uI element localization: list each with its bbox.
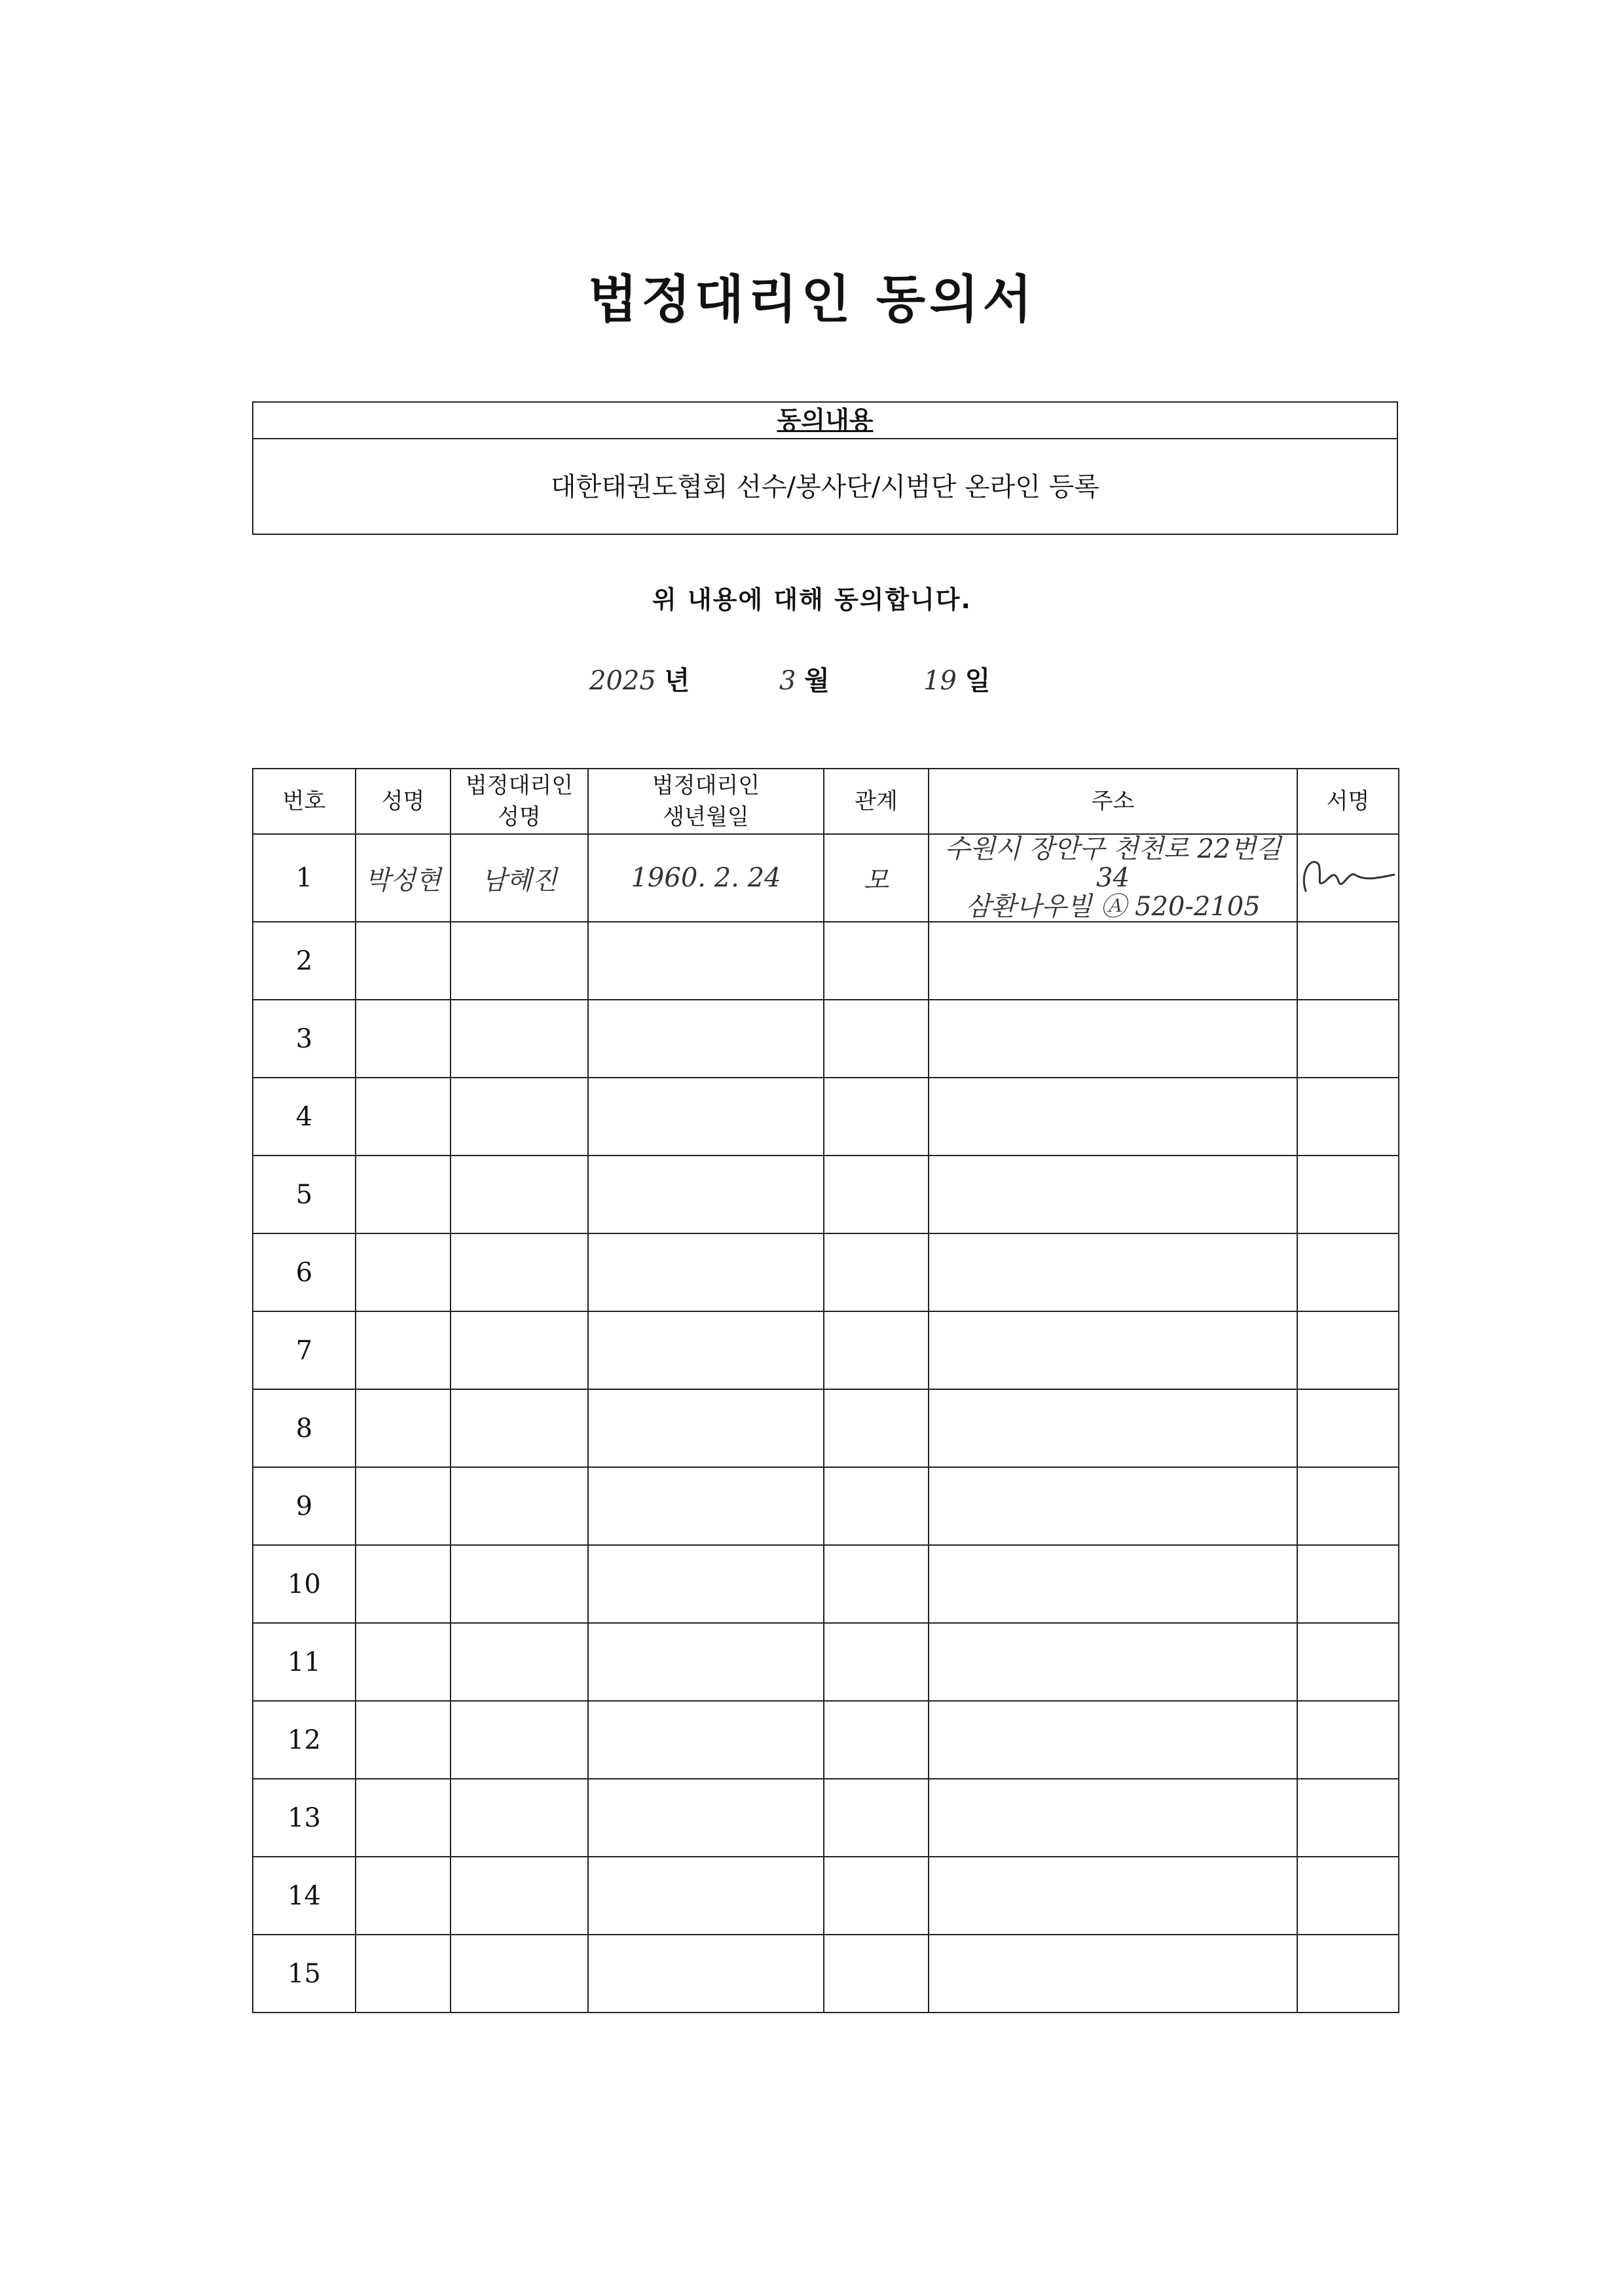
table-row [253, 1545, 1399, 1623]
row-address [929, 1467, 1297, 1545]
row-guardian-birth [588, 1467, 824, 1545]
row-guardian-birth [588, 1000, 824, 1078]
row-signature [1297, 834, 1399, 922]
row-signature [1297, 1545, 1399, 1623]
row-relation [824, 1623, 929, 1701]
row-signature [1297, 1311, 1399, 1389]
date-month-unit: 월 [804, 666, 830, 696]
row-name [356, 1545, 451, 1623]
row-relation [824, 1701, 929, 1779]
row-no: 5 [253, 1156, 356, 1233]
row-name [356, 1623, 451, 1701]
row-address [929, 922, 1297, 1000]
table-header-row [253, 769, 1399, 834]
row-guardian-name [451, 1233, 588, 1311]
row-address [929, 1000, 1297, 1078]
row-guardian-birth [588, 1078, 824, 1156]
row-guardian-name [451, 1311, 588, 1389]
row-guardian-birth [588, 1311, 824, 1389]
row-guardian-name [451, 1545, 588, 1623]
row-name: 박성현 [356, 834, 451, 922]
row-guardian-name [451, 922, 588, 1000]
row-guardian-birth [588, 1935, 824, 2013]
date-day-value: 19 [923, 666, 957, 696]
row-no: 11 [253, 1623, 356, 1701]
row-guardian-name [451, 1078, 588, 1156]
row-address-line1: 수원시 장안구 천천로 22번길 34 [944, 834, 1282, 893]
table-row [253, 1779, 1399, 1857]
row-no: 15 [253, 1935, 356, 2013]
row-relation [824, 1935, 929, 2013]
header-signature: 서명 [1297, 769, 1399, 834]
row-no: 4 [253, 1078, 356, 1156]
table-row [253, 834, 1399, 922]
row-name [356, 1156, 451, 1233]
header-guardian-birth-line2: 생년월일 [663, 804, 749, 830]
row-no: 3 [253, 1000, 356, 1078]
date-year-value: 2025 [589, 666, 656, 696]
date-year [589, 661, 690, 701]
row-guardian-birth [588, 1779, 824, 1857]
date-day [923, 661, 990, 701]
row-relation: 모 [824, 834, 929, 922]
row-relation [824, 1078, 929, 1156]
header-guardian-name-line1: 법정대리인 [465, 773, 574, 799]
table-row [253, 1701, 1399, 1779]
row-signature [1297, 1779, 1399, 1857]
guardian-roster-table [252, 768, 1399, 2013]
row-no: 8 [253, 1389, 356, 1467]
row-signature [1297, 1078, 1399, 1156]
row-address [929, 1233, 1297, 1311]
table-row [253, 1233, 1399, 1311]
row-name [356, 1000, 451, 1078]
row-address [929, 1078, 1297, 1156]
row-relation [824, 1779, 929, 1857]
row-relation [824, 1857, 929, 1935]
row-signature [1297, 1935, 1399, 2013]
consent-header [253, 403, 1397, 439]
table-row [253, 1467, 1399, 1545]
header-no: 번호 [253, 769, 356, 834]
row-relation [824, 1389, 929, 1467]
row-signature [1297, 1233, 1399, 1311]
agreement-statement: 위 내용에 대해 동의합니다. [652, 585, 972, 614]
row-guardian-name [451, 1467, 588, 1545]
table-row [253, 1389, 1399, 1467]
row-name [356, 1779, 451, 1857]
row-signature [1297, 1857, 1399, 1935]
row-signature [1297, 1623, 1399, 1701]
row-no: 12 [253, 1701, 356, 1779]
row-guardian-birth [588, 1857, 824, 1935]
row-name [356, 1701, 451, 1779]
row-address [929, 1623, 1297, 1701]
row-guardian-birth [588, 1233, 824, 1311]
row-guardian-birth [588, 922, 824, 1000]
row-relation [824, 1545, 929, 1623]
row-no: 1 [253, 834, 356, 922]
row-no: 14 [253, 1857, 356, 1935]
row-guardian-name [451, 1389, 588, 1467]
row-address [929, 1935, 1297, 2013]
table-row [253, 1935, 1399, 2013]
row-guardian-birth [588, 1156, 824, 1233]
row-guardian-birth [588, 1623, 824, 1701]
row-guardian-name [451, 1779, 588, 1857]
table-row [253, 1078, 1399, 1156]
row-guardian-birth [588, 1545, 824, 1623]
row-guardian-birth: 1960. 2. 24 [588, 834, 824, 922]
header-name: 성명 [356, 769, 451, 834]
table-row [253, 1311, 1399, 1389]
row-name [356, 1078, 451, 1156]
row-no: 10 [253, 1545, 356, 1623]
row-name [356, 1311, 451, 1389]
row-signature [1297, 1467, 1399, 1545]
row-guardian-name [451, 1000, 588, 1078]
row-relation [824, 1156, 929, 1233]
header-address: 주소 [929, 769, 1297, 834]
row-signature [1297, 1389, 1399, 1467]
row-relation [824, 1467, 929, 1545]
row-address-line2: 삼환나우빌 Ⓐ 520-2105 [965, 892, 1261, 922]
row-no: 6 [253, 1233, 356, 1311]
signature-scribble [1299, 852, 1397, 898]
row-signature [1297, 1000, 1399, 1078]
row-address [929, 1311, 1297, 1389]
row-address [929, 1857, 1297, 1935]
date-day-unit: 일 [965, 666, 991, 696]
document-title: 법정대리인 동의서 [588, 270, 1036, 329]
row-no: 13 [253, 1779, 356, 1857]
row-guardian-name [451, 1935, 588, 2013]
table-row [253, 922, 1399, 1000]
date-month-value: 3 [779, 666, 796, 696]
row-signature [1297, 1156, 1399, 1233]
row-guardian-name [451, 1701, 588, 1779]
header-guardian-birth [588, 769, 824, 834]
row-name [356, 922, 451, 1000]
consent-box [252, 401, 1398, 535]
row-guardian-birth [588, 1389, 824, 1467]
row-address [929, 1389, 1297, 1467]
row-address [929, 1156, 1297, 1233]
consent-header-text: 동의내용 [777, 406, 874, 435]
table-row [253, 1156, 1399, 1233]
row-guardian-name [451, 1623, 588, 1701]
row-guardian-name [451, 1156, 588, 1233]
consent-content: 대한태권도협회 선수/봉사단/시범단 온라인 등록 [551, 472, 1099, 502]
row-name [356, 1389, 451, 1467]
table-row [253, 1623, 1399, 1701]
row-signature [1297, 922, 1399, 1000]
row-relation [824, 1311, 929, 1389]
row-address [929, 1779, 1297, 1857]
row-signature [1297, 1701, 1399, 1779]
row-name [356, 1467, 451, 1545]
row-no: 2 [253, 922, 356, 1000]
row-name [356, 1857, 451, 1935]
row-relation [824, 1000, 929, 1078]
table-row [253, 1857, 1399, 1935]
header-relation: 관계 [824, 769, 929, 834]
header-guardian-name [451, 769, 588, 834]
row-guardian-birth [588, 1701, 824, 1779]
header-guardian-name-line2: 성명 [498, 804, 541, 830]
date-month [779, 661, 830, 701]
row-no: 7 [253, 1311, 356, 1389]
header-guardian-birth-line1: 법정대리인 [652, 773, 760, 799]
row-guardian-name: 남혜진 [451, 834, 588, 922]
row-relation [824, 1233, 929, 1311]
row-no: 9 [253, 1467, 356, 1545]
row-address [929, 834, 1297, 922]
row-guardian-name [451, 1857, 588, 1935]
row-address [929, 1545, 1297, 1623]
row-name [356, 1233, 451, 1311]
row-name [356, 1935, 451, 2013]
table-row [253, 1000, 1399, 1078]
row-address [929, 1701, 1297, 1779]
row-relation [824, 922, 929, 1000]
date-year-unit: 년 [664, 666, 690, 696]
